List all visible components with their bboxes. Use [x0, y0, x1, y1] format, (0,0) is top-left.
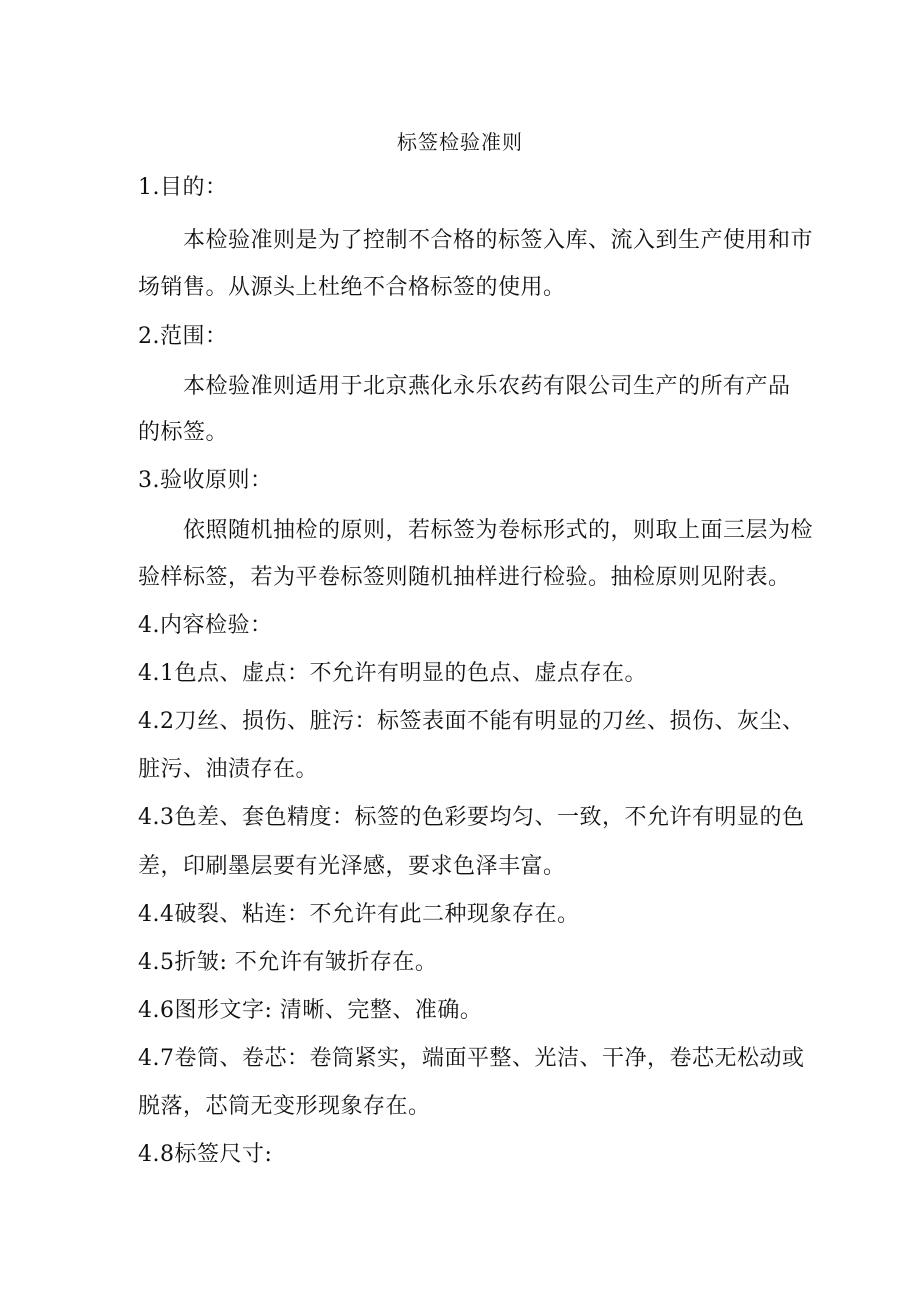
item-4-3-line-2: 差，印刷墨层要有光泽感，要求色泽丰富。 [138, 854, 566, 879]
section-3-text-line-1: 依照随机抽检的原则，若标签为卷标形式的，则取上面三层为检 [183, 518, 814, 543]
item-4-2-line-2: 脏污、油渍存在。 [138, 757, 319, 782]
item-4-1: 4.1色点、虚点：不允许有明显的色点、虚点存在。 [138, 661, 647, 686]
item-4-2-line-1: 4.2刀丝、损伤、脏污：标签表面不能有明显的刀丝、损伤、灰尘、 [138, 709, 805, 734]
section-2-text-line-1: 本检验准则适用于北京燕化永乐农药有限公司生产的所有产品 [183, 374, 791, 399]
section-4-heading: 4.内容检验： [138, 613, 273, 638]
section-1-text-line-2: 场销售。从源头上杜绝不合格标签的使用。 [138, 275, 566, 300]
item-4-4: 4.4破裂、粘连：不允许有此二种现象存在。 [138, 902, 580, 927]
item-4-6: 4.6图形文字: 清晰、完整、准确。 [138, 998, 483, 1023]
section-1-text-line-1: 本检验准则是为了控制不合格的标签入库、流入到生产使用和市 [183, 228, 814, 253]
item-4-5: 4.5折皱: 不允许有皱折存在。 [138, 950, 438, 975]
section-3-heading: 3.验收原则： [138, 468, 273, 493]
item-4-3-line-1: 4.3色差、套色精度：标签的色彩要均匀、一致，不允许有明显的色 [138, 805, 805, 830]
section-2-heading: 2.范围： [138, 324, 228, 349]
item-4-7-line-1: 4.7卷筒、卷芯：卷筒紧实，端面平整、光洁、干净，卷芯无松动或 [138, 1046, 805, 1071]
section-1-heading: 1.目的： [138, 175, 228, 200]
item-4-8: 4.8标签尺寸: [138, 1142, 273, 1167]
section-2-text-line-2: 的标签。 [138, 420, 229, 445]
item-4-7-line-2: 脱落，芯筒无变形现象存在。 [138, 1094, 431, 1119]
document-title: 标签检验准则 [397, 130, 523, 154]
section-3-text-line-2: 验样标签，若为平卷标签则随机抽样进行检验。抽检原则见附表。 [138, 565, 791, 590]
